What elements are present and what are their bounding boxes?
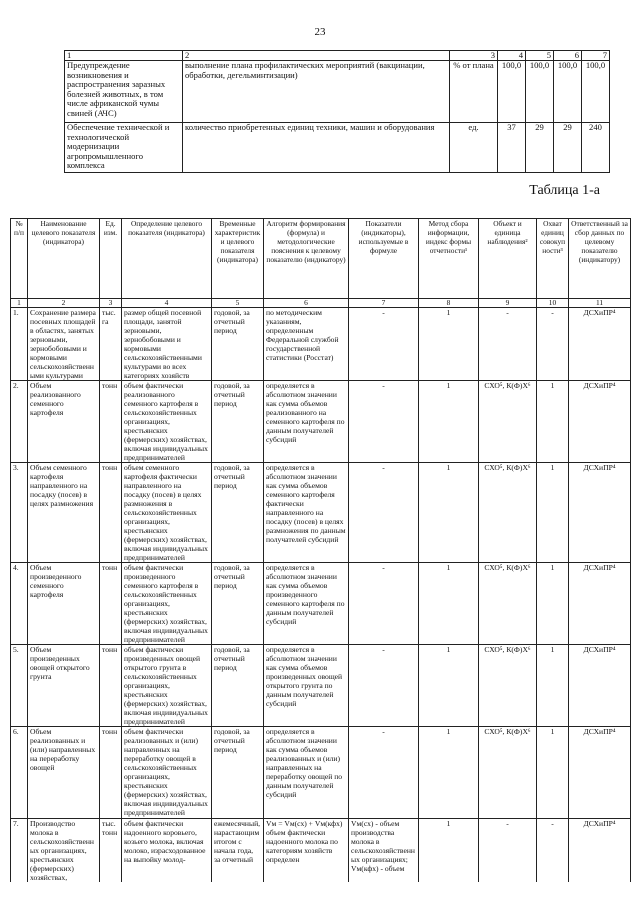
column-header: Объект и единица наблюдения² (479, 219, 537, 299)
row-number: 5. (11, 645, 28, 727)
indicator-definition: объем семенного картофеля фактически направленного на посадку (посев) в целях размножения в сельскохозяйственных организациях, крестьянских (фермерских) хозяйствах, включая индивидуальных предпринимателей (122, 463, 212, 563)
time-characteristics: ежемесячный, нарастающим итогом с начала года, за отчетный (212, 819, 264, 883)
indicator-name: количество приобретенных единиц техники, машин и оборудования (183, 123, 450, 173)
time-characteristics: годовой, за отчетный период (212, 645, 264, 727)
column-number: 9 (479, 299, 537, 308)
unit: тонн (100, 727, 122, 819)
responsible: ДСХиПР⁴ (569, 819, 631, 883)
column-header: Определение целевого показателя (индикатора) (122, 219, 212, 299)
collection-method: 1 (419, 463, 479, 563)
table-row (11, 563, 631, 645)
column-number: 1 (65, 51, 183, 61)
indicator-methodology-table (10, 218, 631, 882)
value-cell: 29 (526, 123, 554, 173)
column-number: 4 (122, 299, 212, 308)
row-number: 6. (11, 727, 28, 819)
column-header: Показатели (индикаторы), используемые в формуле (349, 219, 419, 299)
coverage: 1 (537, 645, 569, 727)
responsible: ДСХиПР⁴ (569, 563, 631, 645)
algorithm: определяется в абсолютном значении как сумма объемов произведенного семенного картофеля по данным получателей субсидий (264, 563, 349, 645)
unit: тонн (100, 463, 122, 563)
algorithm: определяется в абсолютном значении как сумма объемов реализованного на семенного картофеля по данным получателей субсидий (264, 381, 349, 463)
indicator-name: Объем семенного картофеля направленного на посадку (посев) в целях размножения (28, 463, 100, 563)
value-cell: 240 (582, 123, 610, 173)
responsible: ДСХиПР⁴ (569, 308, 631, 381)
unit: тыс. га (100, 308, 122, 381)
column-header: Временные характеристики целевого показателя (индикатора) (212, 219, 264, 299)
table-row (11, 463, 631, 563)
unit: тонн (100, 381, 122, 463)
column-numbers-row (11, 299, 631, 308)
indicators-continuation-table (64, 50, 610, 173)
column-number: 7 (349, 299, 419, 308)
indicator-definition: объем фактически произведенных овощей открытого грунта в сельскохозяйственных организациях, крестьянских (фермерских) хозяйствах, включая индивидуальных предпринимателей (122, 645, 212, 727)
coverage: 1 (537, 381, 569, 463)
value-cell: 100,0 (498, 61, 526, 123)
table-row (65, 123, 610, 173)
formula-indicators: - (349, 463, 419, 563)
observation-object: - (479, 308, 537, 381)
observation-object: СХО⁵, К(Ф)Х⁶ (479, 563, 537, 645)
table-row (65, 61, 610, 123)
observation-object: СХО⁵, К(Ф)Х⁶ (479, 381, 537, 463)
indicator-name: Объем реализованных и (или) направленных на переработку овощей (28, 727, 100, 819)
column-number: 5 (212, 299, 264, 308)
table-row (11, 819, 631, 883)
formula-indicators: - (349, 645, 419, 727)
unit: ед. (450, 123, 498, 173)
algorithm: определяется в абсолютном значении как сумма объемов семенного картофеля фактически направленного на посадку (посев) в целях размножения по данным получателей субсидий (264, 463, 349, 563)
unit: тыс. тонн (100, 819, 122, 883)
column-number: 7 (582, 51, 610, 61)
collection-method: 1 (419, 819, 479, 883)
table-header-row (65, 51, 610, 61)
collection-method: 1 (419, 563, 479, 645)
collection-method: 1 (419, 381, 479, 463)
table-row (11, 645, 631, 727)
formula-indicators: - (349, 563, 419, 645)
row-number: 7. (11, 819, 28, 883)
indicator-name: Объем произведенного семенного картофеля (28, 563, 100, 645)
collection-method: 1 (419, 645, 479, 727)
table-caption: Таблица 1-а (529, 183, 600, 198)
column-number: 11 (569, 299, 631, 308)
time-characteristics: годовой, за отчетный период (212, 308, 264, 381)
column-number: 5 (526, 51, 554, 61)
table-row (11, 727, 631, 819)
indicator-definition: объем фактически произведенного семенного картофеля в сельскохозяйственных организациях, крестьянских (фермерских) хозяйствах, включая индивидуальных предпринимателей (122, 563, 212, 645)
observation-object: СХО⁵, К(Ф)Х⁶ (479, 645, 537, 727)
column-number: 10 (537, 299, 569, 308)
indicator-name: выполнение плана профилактических мероприятий (вакцинации, обработки, дегельминтизации) (183, 61, 450, 123)
indicator-definition: объем фактически реализованного семенного картофеля в сельскохозяйственных организациях, крестьянских (фермерских) хозяйствах, включая индивидуальных предпринимателей (122, 381, 212, 463)
value-cell: 37 (498, 123, 526, 173)
row-number: 4. (11, 563, 28, 645)
formula-indicators: Vм(сх) - объем производства молока в сельскохозяйственных организациях; Vм(кфх) - объем (349, 819, 419, 883)
coverage: 1 (537, 727, 569, 819)
indicator-name: Сохранение размера посевных площадей в областях, занятых зерновыми, зернобобовыми и кормовыми сельскохозяйственными культурами (28, 308, 100, 381)
unit: % от плана (450, 61, 498, 123)
value-cell: 29 (554, 123, 582, 173)
measure-name: Обеспечение технической и технологической модернизации агропромышленного комплекса (65, 123, 183, 173)
indicator-name: Производство молока в сельскохозяйственных организациях, крестьянских (фермерских) хозяйствах, (28, 819, 100, 883)
time-characteristics: годовой, за отчетный период (212, 463, 264, 563)
collection-method: 1 (419, 308, 479, 381)
column-header: № п/п (11, 219, 28, 299)
column-number: 4 (498, 51, 526, 61)
formula-indicators: - (349, 308, 419, 381)
column-header: Охват единиц совокупности³ (537, 219, 569, 299)
row-number: 1. (11, 308, 28, 381)
table-header-row (11, 219, 631, 299)
responsible: ДСХиПР⁴ (569, 645, 631, 727)
observation-object: СХО⁵, К(Ф)Х⁶ (479, 727, 537, 819)
table-row (11, 381, 631, 463)
responsible: ДСХиПР⁴ (569, 727, 631, 819)
column-header: Наименование целевого показателя (индикатора) (28, 219, 100, 299)
value-cell: 100,0 (554, 61, 582, 123)
column-number: 3 (450, 51, 498, 61)
algorithm: определяется в абсолютном значении как сумма объемов произведенных овощей открытого грунта по данным получателей субсидий (264, 645, 349, 727)
value-cell: 100,0 (526, 61, 554, 123)
time-characteristics: годовой, за отчетный период (212, 727, 264, 819)
responsible: ДСХиПР⁴ (569, 463, 631, 563)
algorithm: Vм = Vм(сх) + Vм(кфх) объем фактически надоенного молока по категориям хозяйств определен (264, 819, 349, 883)
indicator-definition: объем фактически надоенного коровьего, козьего молока, включая молоко, израсходованное на выпойку молод- (122, 819, 212, 883)
indicator-definition: объем фактически реализованных и (или) направленных на переработку овощей в сельскохозяйственных организациях, крестьянских (фермерских) хозяйствах, включая индивидуальных предпринимателей (122, 727, 212, 819)
coverage: 1 (537, 563, 569, 645)
responsible: ДСХиПР⁴ (569, 381, 631, 463)
column-header: Ответственный за сбор данных по целевому показателю (индикатору) (569, 219, 631, 299)
formula-indicators: - (349, 727, 419, 819)
value-cell: 100,0 (582, 61, 610, 123)
unit: тонн (100, 645, 122, 727)
column-header: Ед. изм. (100, 219, 122, 299)
column-number: 6 (264, 299, 349, 308)
coverage: 1 (537, 463, 569, 563)
coverage: - (537, 819, 569, 883)
measure-name: Предупреждение возникновения и распространения заразных болезней животных, в том числе африканской чумы свиней (АЧС) (65, 61, 183, 123)
table-row (11, 308, 631, 381)
observation-object: СХО⁵, К(Ф)Х⁶ (479, 463, 537, 563)
column-header: Алгоритм формирования (формула) и методологические пояснения к целевому показателю (индикатору) (264, 219, 349, 299)
time-characteristics: годовой, за отчетный период (212, 563, 264, 645)
column-number: 2 (183, 51, 450, 61)
column-number: 3 (100, 299, 122, 308)
collection-method: 1 (419, 727, 479, 819)
row-number: 2. (11, 381, 28, 463)
column-number: 6 (554, 51, 582, 61)
column-number: 8 (419, 299, 479, 308)
time-characteristics: годовой, за отчетный период (212, 381, 264, 463)
algorithm: определяется в абсолютном значении как сумма объемов реализованных и (или) направленных на переработку овощей по данным получателей субсидий (264, 727, 349, 819)
indicator-definition: размер общей посевной площади, занятой зерновыми, зернобобовыми и кормовыми сельскохозяйственными культурами во всех категориях хозяйств (122, 308, 212, 381)
unit: тонн (100, 563, 122, 645)
coverage: - (537, 308, 569, 381)
column-number: 1 (11, 299, 28, 308)
formula-indicators: - (349, 381, 419, 463)
page-number: 23 (314, 26, 326, 38)
indicator-name: Объем произведенных овощей открытого грунта (28, 645, 100, 727)
indicator-name: Объем реализованного семенного картофеля (28, 381, 100, 463)
algorithm: по методическим указаниям, определенным Федеральной службой государственной статистики (Росстат) (264, 308, 349, 381)
observation-object: - (479, 819, 537, 883)
column-number: 2 (28, 299, 100, 308)
column-header: Метод сбора информации, индекс формы отчетности¹ (419, 219, 479, 299)
row-number: 3. (11, 463, 28, 563)
